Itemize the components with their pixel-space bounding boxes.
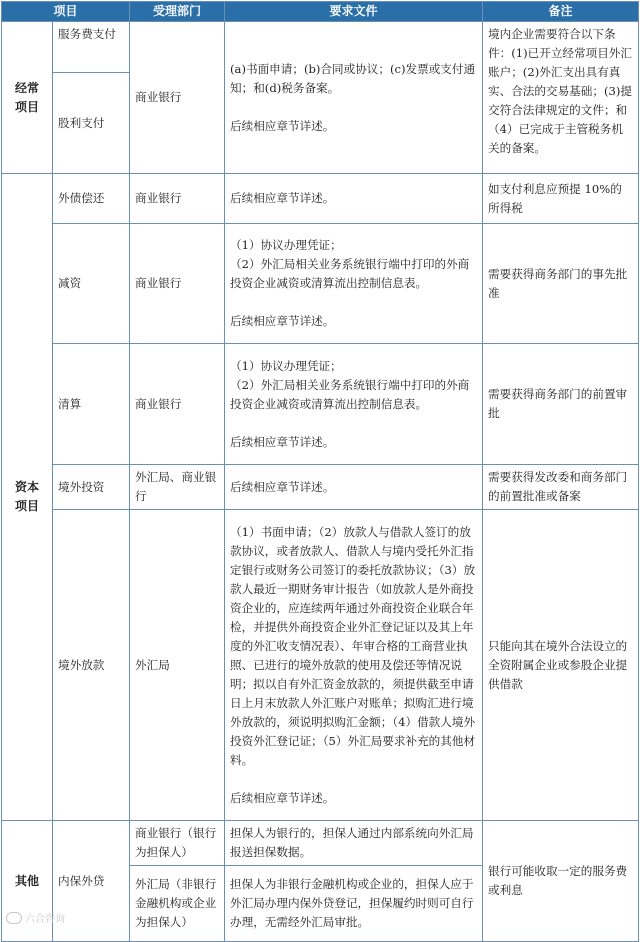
- group-other: 其他: [2, 821, 53, 942]
- table-row: [2, 821, 639, 866]
- item-cell: 境外投资: [53, 465, 130, 510]
- dept-cell: 外汇局、商业银行: [130, 465, 225, 510]
- item-cell: 内保外贷: [53, 821, 130, 942]
- dept-cell: 商业银行: [130, 22, 225, 174]
- item-cell: 清算: [53, 344, 130, 465]
- header-docs: 要求文件: [225, 2, 483, 22]
- table-row: [2, 510, 639, 821]
- table-row: [2, 465, 639, 510]
- docs-cell: （1）书面申请；（2）放款人与借款人签订的放款协议，或者放款人、借款人与境内受托外汇指定银行或财务公司签订的委托放款协议；（3）放款人最近一期财务审计报告（如放款人是外商投资企业的，应连续两年通过外商投资企业联合年检，并提供外商投资企业外汇登记证以及其上年度的外汇收支情况表）、年审合格的工商营业执照、已进行的境外放款的使用及偿还等情况说明；拟以自有外汇资金放款的，须提供截至申请日上月末放款人外汇账户对账单；拟购汇进行境外放款的，须说明拟购汇金额；（4）借款人境外投资外汇登记证；（5）外汇局要求补充的其他材料。 后续相应章节详述。: [225, 510, 483, 821]
- item-cell: 外债偿还: [53, 174, 130, 224]
- note-cell: 需要获得发改委和商务部门的前置批准或备案: [483, 465, 639, 510]
- group-routine: 经常 项目: [2, 22, 53, 174]
- docs-cell: 担保人为银行的，担保人通过内部系统向外汇局报送担保数据。: [225, 821, 483, 866]
- dept-cell: 商业银行: [130, 224, 225, 344]
- item-cell: 股利支付: [53, 73, 130, 174]
- docs-cell: （1）协议办理凭证； （2）外汇局相关业务系统银行端中打印的外商投资企业减资或清算流出控制信息表。 后续相应章节详述。: [225, 344, 483, 465]
- watermark-text: 六合咨询: [25, 914, 65, 925]
- docs-cell: （1）协议办理凭证； （2）外汇局相关业务系统银行端中打印的外商投资企业减资或清算流出控制信息表。 后续相应章节详述。: [225, 224, 483, 344]
- docs-cell: 后续相应章节详述。: [225, 174, 483, 224]
- docs-cell: 担保人为非银行金融机构或企业的，担保人应于外汇局办理内保外贷登记，担保履约时则可自行办理，无需经外汇局审批。: [225, 866, 483, 942]
- dept-cell: 商业银行: [130, 344, 225, 465]
- note-cell: 银行可能收取一定的服务费或利息: [483, 821, 639, 942]
- note-cell: 需要获得商务部门的前置审批: [483, 344, 639, 465]
- header-note: 备注: [483, 2, 639, 22]
- docs-cell: 后续相应章节详述。: [225, 465, 483, 510]
- item-cell: 减资: [53, 224, 130, 344]
- watermark: [6, 910, 65, 925]
- note-cell: 需要获得商务部门的事先批准: [483, 224, 639, 344]
- docs-cell: (a)书面申请；(b)合同或协议；(c)发票或支付通知；和(d)税务备案。 后续相应章节详述。: [225, 22, 483, 174]
- dept-cell: 外汇局: [130, 510, 225, 821]
- dept-cell: 商业银行（银行为担保人）: [130, 821, 225, 866]
- table-header-row: [2, 2, 639, 22]
- dept-cell: 外汇局（非银行金融机构或企业为担保人）: [130, 866, 225, 942]
- table-row: [2, 344, 639, 465]
- table-row: [2, 224, 639, 344]
- item-cell: 服务费支付: [53, 22, 130, 73]
- note-cell: 只能向其在境外合法设立的全资附属企业或参股企业提供借款: [483, 510, 639, 821]
- note-cell: 境内企业需要符合以下条件：(1)已开立经常项目外汇账户；(2)外汇支出具有真实、合法的交易基础；(3)提交符合法律规定的文件；和（4）已完成于主管税务机关的备案。: [483, 22, 639, 174]
- header-item: 项目: [2, 2, 130, 22]
- fx-requirements-table: [1, 1, 639, 942]
- table-row: [2, 174, 639, 224]
- item-cell: 境外放款: [53, 510, 130, 821]
- wechat-logo-icon: [6, 912, 22, 924]
- dept-cell: 商业银行: [130, 174, 225, 224]
- note-cell: 如支付利息应预提 10%的所得税: [483, 174, 639, 224]
- group-capital: 资本 项目: [2, 174, 53, 821]
- table-row: [2, 22, 639, 73]
- header-dept: 受理部门: [130, 2, 225, 22]
